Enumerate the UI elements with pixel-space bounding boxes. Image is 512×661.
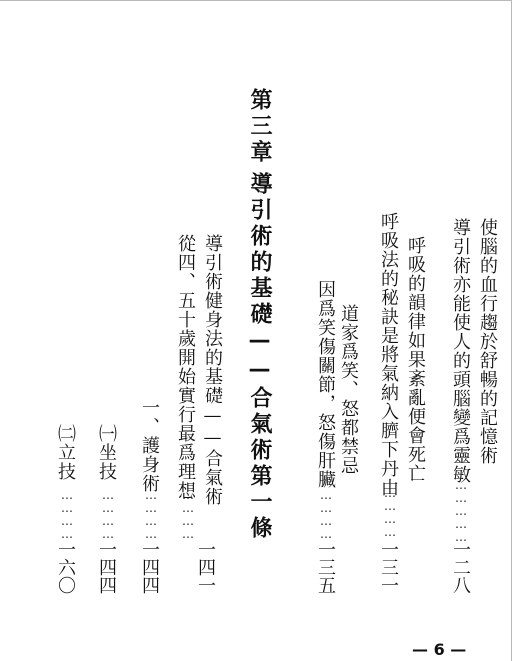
dot-leader: ………… <box>319 488 333 540</box>
page-number: 一二八 <box>450 540 471 594</box>
entry-sitting-technique: ㈠坐技 <box>96 424 117 481</box>
entry-line-brain-sharpness: 導引術亦能使人的頭腦變爲靈敏 <box>450 218 471 484</box>
page-border-top <box>0 0 512 1</box>
entry-standing-technique: ㈡立技 <box>55 424 76 481</box>
entry-line-health-foundation: 導引術健身法的基礎——合氣術 <box>202 234 223 506</box>
dot-leader: ………… <box>60 488 74 540</box>
dot-leader: ………… <box>383 486 397 538</box>
page-folio: — 6 — <box>412 640 467 659</box>
page-number: 一四一 <box>195 540 216 594</box>
page-number: 一三五 <box>315 540 336 594</box>
dot-leader: ………… <box>101 488 115 540</box>
page-number: 一六〇 <box>55 540 76 594</box>
entry-self-defense: 一、護身術 <box>139 398 160 493</box>
dot-leader: …………… <box>454 478 468 543</box>
dot-leader: ………… <box>181 488 195 540</box>
dot-leader: ………… <box>144 488 158 540</box>
chapter-number: 第三章 <box>247 88 272 166</box>
entry-line-taoist-taboo: 道家爲笑、怒都禁忌 <box>338 304 359 475</box>
page-number: 一四四 <box>96 540 117 594</box>
entry-line-laughter-anger: 因爲笑傷關節，怒傷肝臟 <box>315 280 336 489</box>
entry-line-breathing-secret: 呼吸法的秘訣是將氣納入臍下丹由 <box>378 212 399 497</box>
entry-line-ideal-age: 從四、五十歲開始實行最爲理想 <box>175 234 196 500</box>
page-number: 一四四 <box>139 540 160 594</box>
entry-line-memory-technique: 使腦的血行趨於舒暢的記憶術 <box>477 218 498 465</box>
entry-line-breathing-rhythm: 呼吸的韻律如果紊亂便會死亡 <box>405 236 426 483</box>
page-number: 一三一 <box>378 540 399 594</box>
chapter-title: 導引術的基礎——合氣術第一條 <box>247 172 272 542</box>
